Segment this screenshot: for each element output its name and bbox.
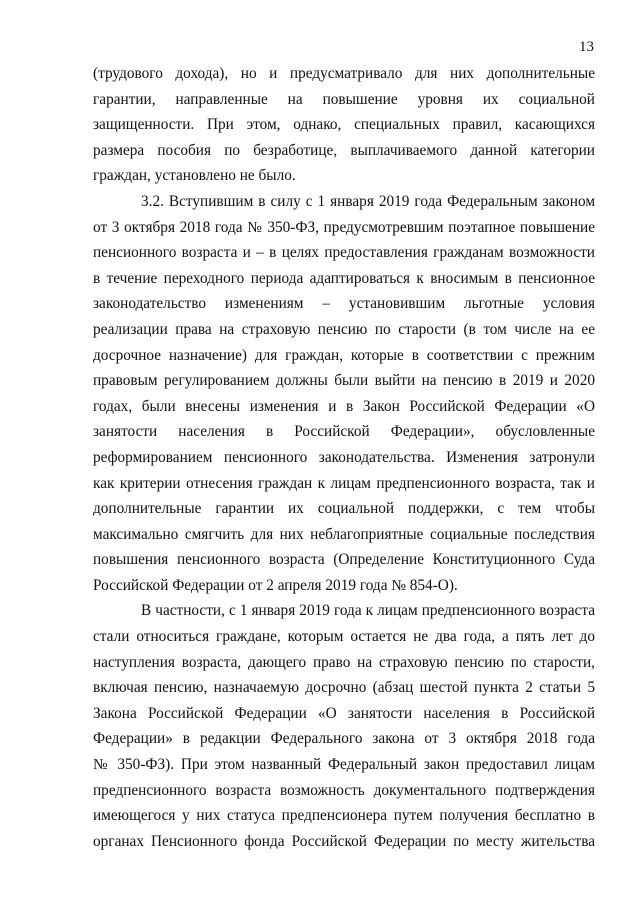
text-line: гарантии, направленные на повышение уровня их социальной [93, 90, 595, 108]
text-line: размера пособия по безработице, выплачиваемого данной категории [93, 141, 595, 159]
page-number: 13 [579, 39, 594, 55]
text-line: правовым регулированием должны были выйти на пенсию в 2019 и 2020 [93, 372, 595, 390]
text-line: Закона Российской Федерации «О занятости населения в Российской [93, 704, 595, 722]
text-line: предпенсионного возраста возможность документального подтверждения [93, 781, 595, 799]
text-line: в течение переходного периода адаптироваться к вносимым в пенсионное [93, 269, 595, 287]
text-line: реформированием пенсионного законодательства. Изменения затронули [93, 448, 595, 466]
document-body [93, 61, 595, 854]
text-line: как критерии отнесения граждан к лицам предпенсионного возраста, так и [93, 474, 595, 492]
text-line: законодательство изменениям – установившим льготные условия [93, 295, 595, 313]
text-line: занятости населения в Российской Федерации», обусловленные [93, 423, 595, 441]
text-line: повышения пенсионного возраста (Определение Конституционного Суда [93, 551, 595, 569]
text-line: В частности, с 1 января 2019 года к лицам предпенсионного возраста [141, 602, 595, 620]
text-line: (трудового дохода), но и предусматривало для них дополнительные [93, 65, 595, 82]
text-line: стали относиться граждане, которым остается не два года, а пять лет до [93, 628, 595, 646]
text-line: реализации права на страховую пенсию по старости (в том числе на ее [93, 320, 595, 338]
text-line: Федерации» в редакции Федерального закона от 3 октября 2018 года [93, 730, 595, 748]
text-line: № 350-ФЗ). При этом названный Федеральный закон предоставил лицам [93, 756, 595, 774]
text-line: максимально смягчить для них неблагоприятные социальные последствия [93, 525, 595, 543]
text-line: пенсионного возраста и – в целях предоставления гражданам возможности [93, 244, 595, 262]
text-line: годах, были внесены изменения и в Закон Российской Федерации «О [93, 397, 595, 415]
text-line: включая пенсию, назначаемую досрочно (абзац шестой пункта 2 статьи 5 [93, 679, 595, 697]
text-line: досрочное назначение) для граждан, которые в соответствии с прежним [93, 346, 595, 364]
text-line: дополнительные гарантии их социальной поддержки, с тем чтобы [93, 500, 595, 518]
text-line: от 3 октября 2018 года № 350-ФЗ, предусмотревшим поэтапное повышение [93, 218, 595, 236]
paragraph-p2 [93, 189, 595, 599]
text-line: имеющегося у них статуса предпенсионера путем получения бесплатно в [93, 807, 595, 825]
paragraph-p3 [93, 598, 595, 854]
text-line: граждан, установлено не было. [93, 167, 296, 185]
text-line: защищенности. При этом, однако, специальных правил, касающихся [93, 116, 595, 134]
text-line: 3.2. Вступившим в силу с 1 января 2019 года Федеральным законом [141, 192, 595, 210]
text-line: Российской Федерации от 2 апреля 2019 года № 854-О). [93, 576, 458, 594]
paragraph-p1 [93, 61, 595, 189]
text-line: органах Пенсионного фонда Российской Федерации по месту жительства [93, 832, 595, 850]
text-line: наступления возраста, дающего право на страховую пенсию по старости, [93, 653, 595, 671]
